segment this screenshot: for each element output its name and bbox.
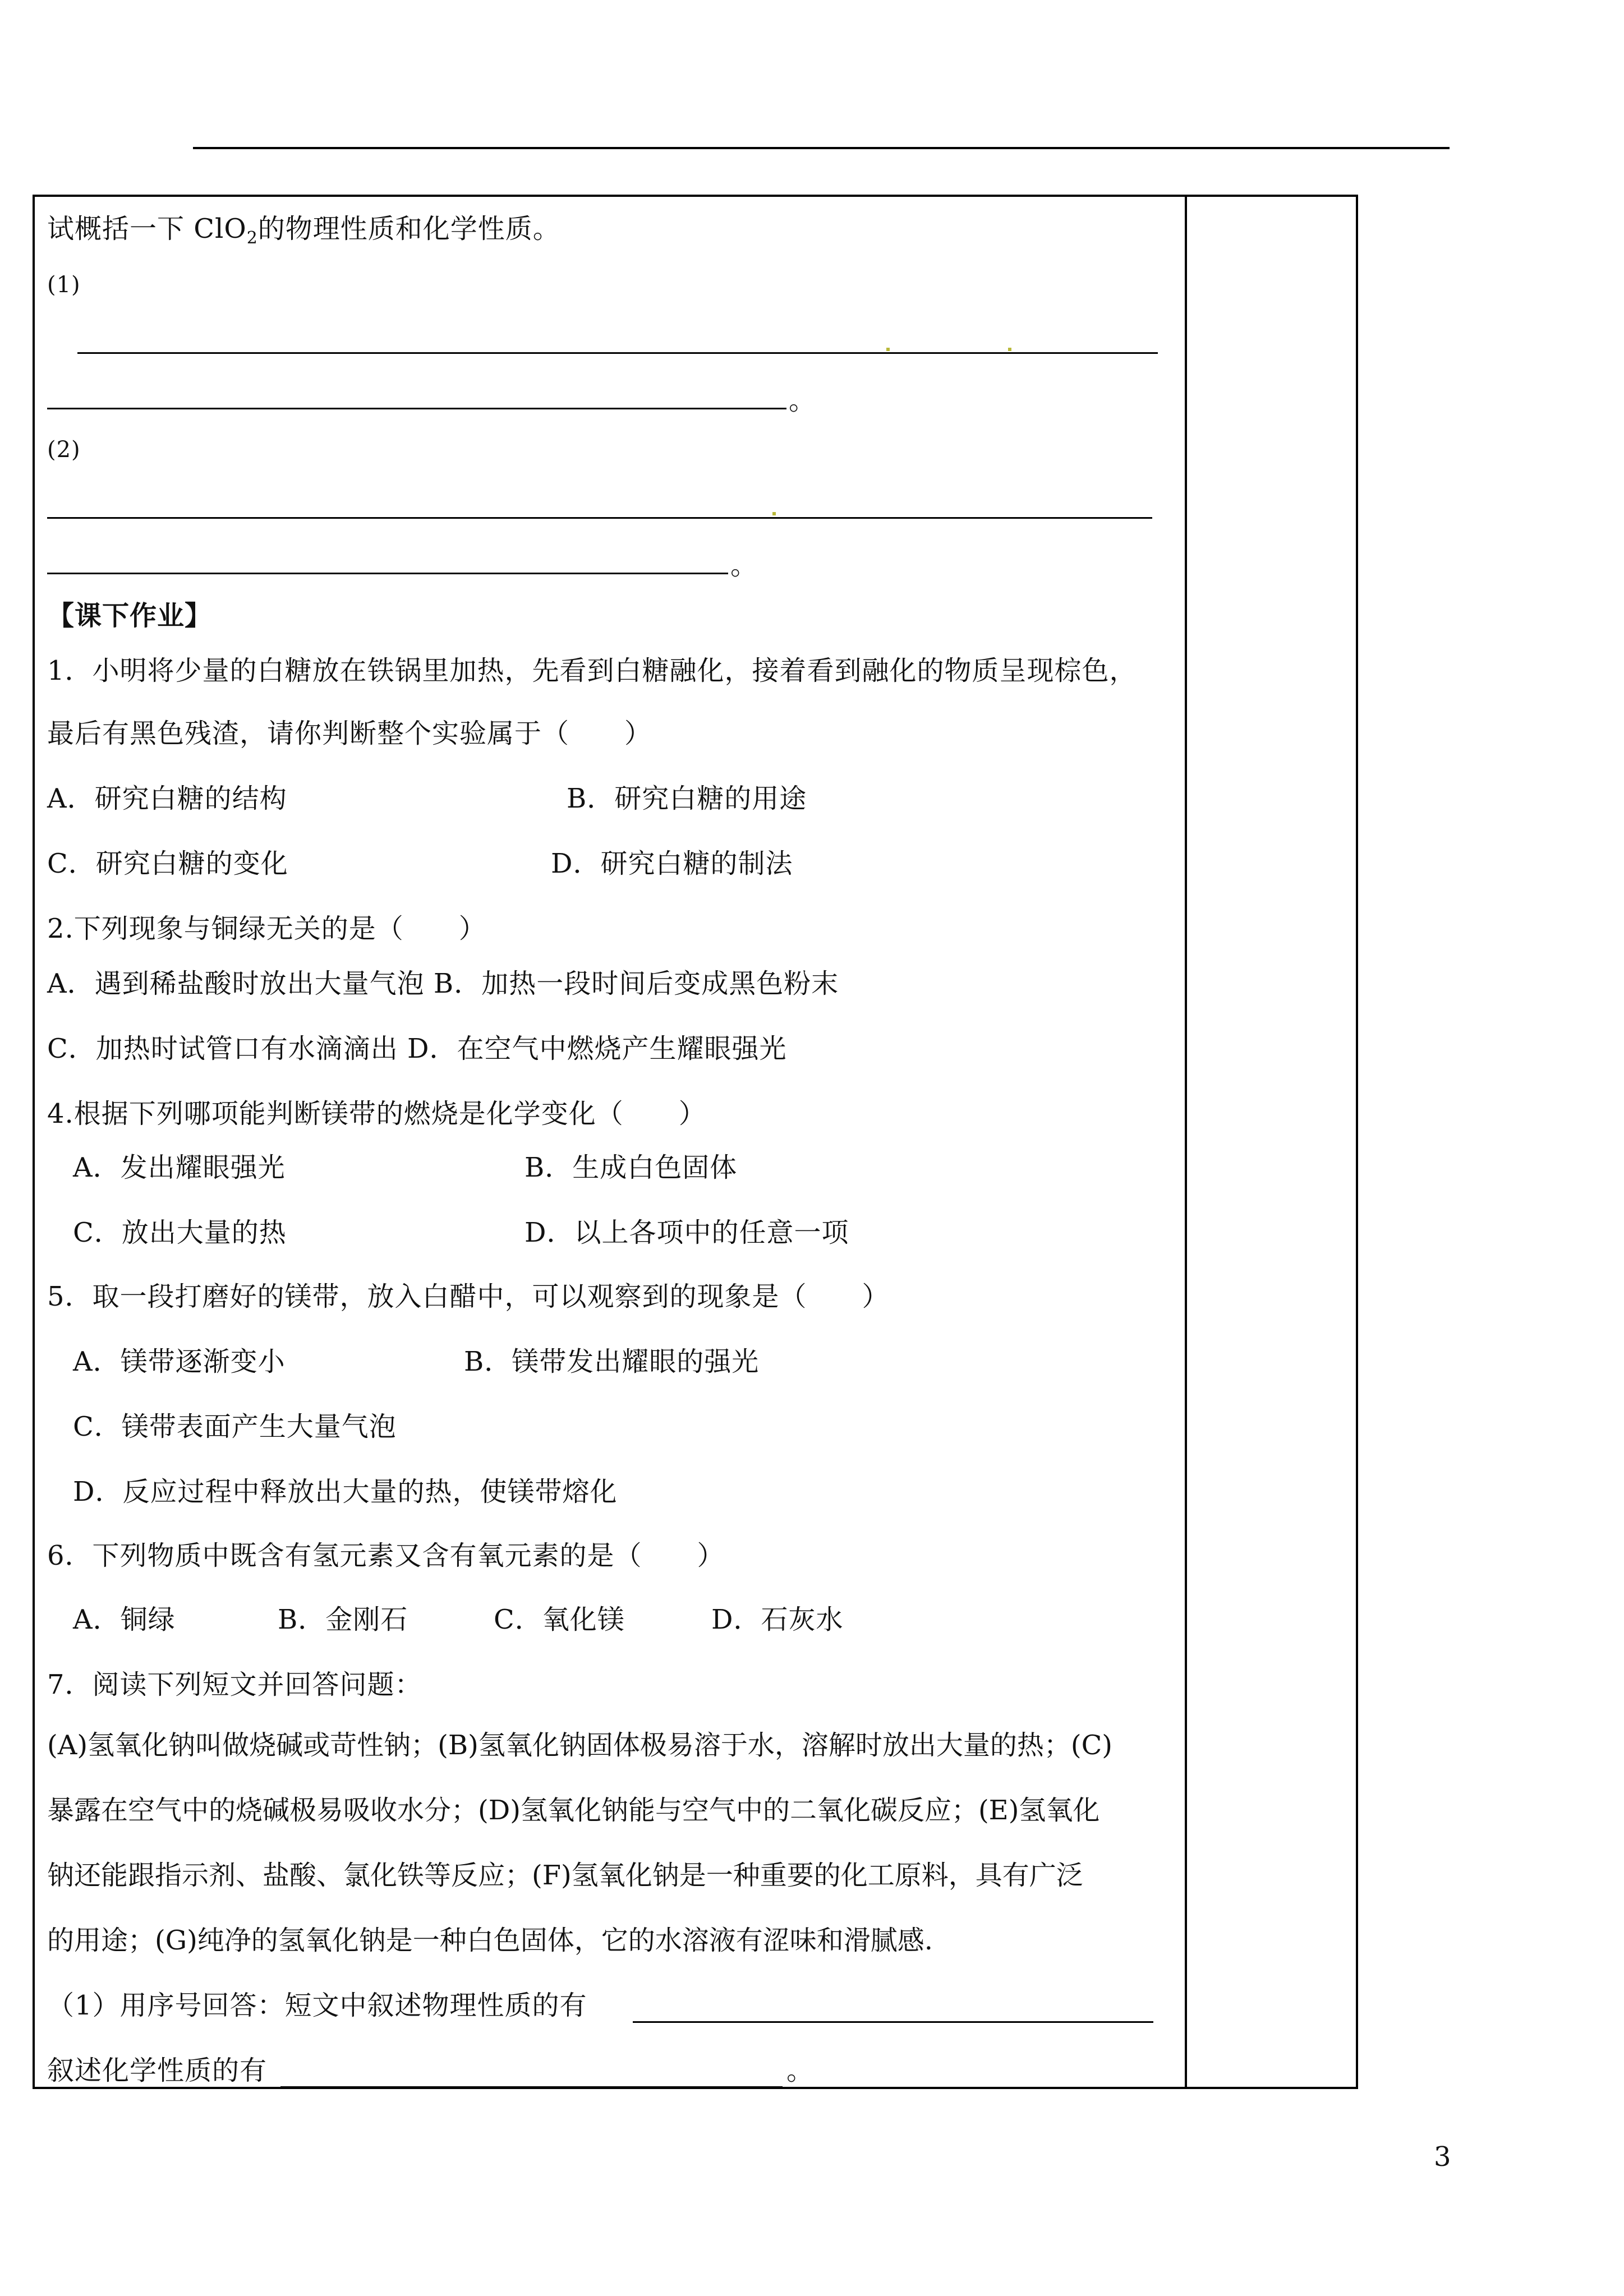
q2-stem: 2.下列现象与铜绿无关的是（ ） <box>47 913 486 944</box>
q7-sub1: （1）用序号回答：短文中叙述物理性质的有 <box>47 1990 587 2021</box>
q5-option-a: A．镁带逐渐变小 <box>73 1346 286 1377</box>
q1-stem-line2: 最后有黑色残渣，请你判断整个实验属于（ ） <box>47 718 652 749</box>
table-column-divider <box>1185 195 1187 2089</box>
q4-option-b: B．生成白色固体 <box>525 1152 738 1183</box>
q7-passage-line1: (A)氢氧化钠叫做烧碱或苛性钠；(B)氢氧化钠固体极易溶于水，溶解时放出大量的热；(C) <box>47 1730 1113 1761</box>
q1-option-d: D．研究白糖的制法 <box>551 848 793 879</box>
q5-option-b: B．镁带发出耀眼的强光 <box>464 1346 760 1377</box>
answer-line <box>280 2086 783 2088</box>
section-title: 【课下作业】 <box>47 600 213 631</box>
q2-options-ab: A．遇到稀盐酸时放出大量气泡 B．加热一段时间后变成黑色粉末 <box>47 968 839 999</box>
header-rule <box>193 147 1450 149</box>
clo2-question: 试概括一下 ClO$_2$的物理性质和化学性质。 <box>47 213 560 248</box>
answer-line <box>47 408 786 409</box>
q5-option-d: D．反应过程中释放出大量的热，使镁带熔化 <box>73 1476 618 1507</box>
q7-passage-line2: 暴露在空气中的烧碱极易吸收水分；(D)氢氧化钠能与空气中的二氧化碳反应；(E)氢氧化 <box>47 1795 1100 1826</box>
q1-option-a: A．研究白糖的结构 <box>47 783 287 814</box>
q1-option-c: C．研究白糖的变化 <box>47 848 288 879</box>
q1-stem-line1: 1．小明将少量的白糖放在铁锅里加热，先看到白糖融化，接着看到融化的物质呈现棕色， <box>47 655 1137 686</box>
answer-line <box>47 573 728 574</box>
q4-option-a: A．发出耀眼强光 <box>73 1152 286 1183</box>
answer-line <box>47 517 1152 519</box>
q6-option-c: C．氧化镁 <box>494 1604 625 1635</box>
q4-option-d: D．以上各项中的任意一项 <box>525 1217 849 1248</box>
q6-stem: 6．下列物质中既含有氢元素又含有氧元素的是（ ） <box>47 1540 725 1571</box>
clo2-item1-label: (1) <box>47 272 81 298</box>
clo2-item2-label: (2) <box>47 437 81 463</box>
q7-passage-line3: 钠还能跟指示剂、盐酸、氯化铁等反应；(F)氢氧化钠是一种重要的化工原料，具有广泛 <box>47 1860 1083 1891</box>
q4-option-c: C．放出大量的热 <box>73 1217 287 1248</box>
speck <box>772 512 776 515</box>
q7-sub1-end: 。 <box>786 2055 815 2086</box>
answer-line <box>633 2021 1153 2023</box>
clo2-item1-end: 。 <box>789 385 817 416</box>
q7-sub1-chem: 叙述化学性质的有 <box>47 2055 268 2086</box>
q5-stem: 5．取一段打磨好的镁带，放入白醋中，可以观察到的现象是（ ） <box>47 1281 890 1312</box>
q6-option-b: B．金刚石 <box>278 1604 408 1635</box>
answer-line <box>77 352 1158 354</box>
q7-passage-line4: 的用途；(G)纯净的氢氧化钠是一种白色固体，它的水溶液有涩味和滑腻感. <box>47 1925 933 1956</box>
speck <box>1008 348 1011 351</box>
q7-stem: 7．阅读下列短文并回答问题： <box>47 1669 422 1700</box>
page-number: 3 <box>1434 2141 1451 2173</box>
q2-options-cd: C．加热时试管口有水滴滴出 D．在空气中燃烧产生耀眼强光 <box>47 1033 787 1064</box>
q6-option-d: D．石灰水 <box>711 1604 844 1635</box>
q5-option-c: C．镁带表面产生大量气泡 <box>73 1411 397 1442</box>
clo2-item2-end: 。 <box>730 550 758 581</box>
q4-stem: 4.根据下列哪项能判断镁带的燃烧是化学变化（ ） <box>47 1098 706 1129</box>
q1-option-b: B．研究白糖的用途 <box>567 783 807 814</box>
speck <box>886 348 890 351</box>
q6-option-a: A．铜绿 <box>73 1604 176 1635</box>
